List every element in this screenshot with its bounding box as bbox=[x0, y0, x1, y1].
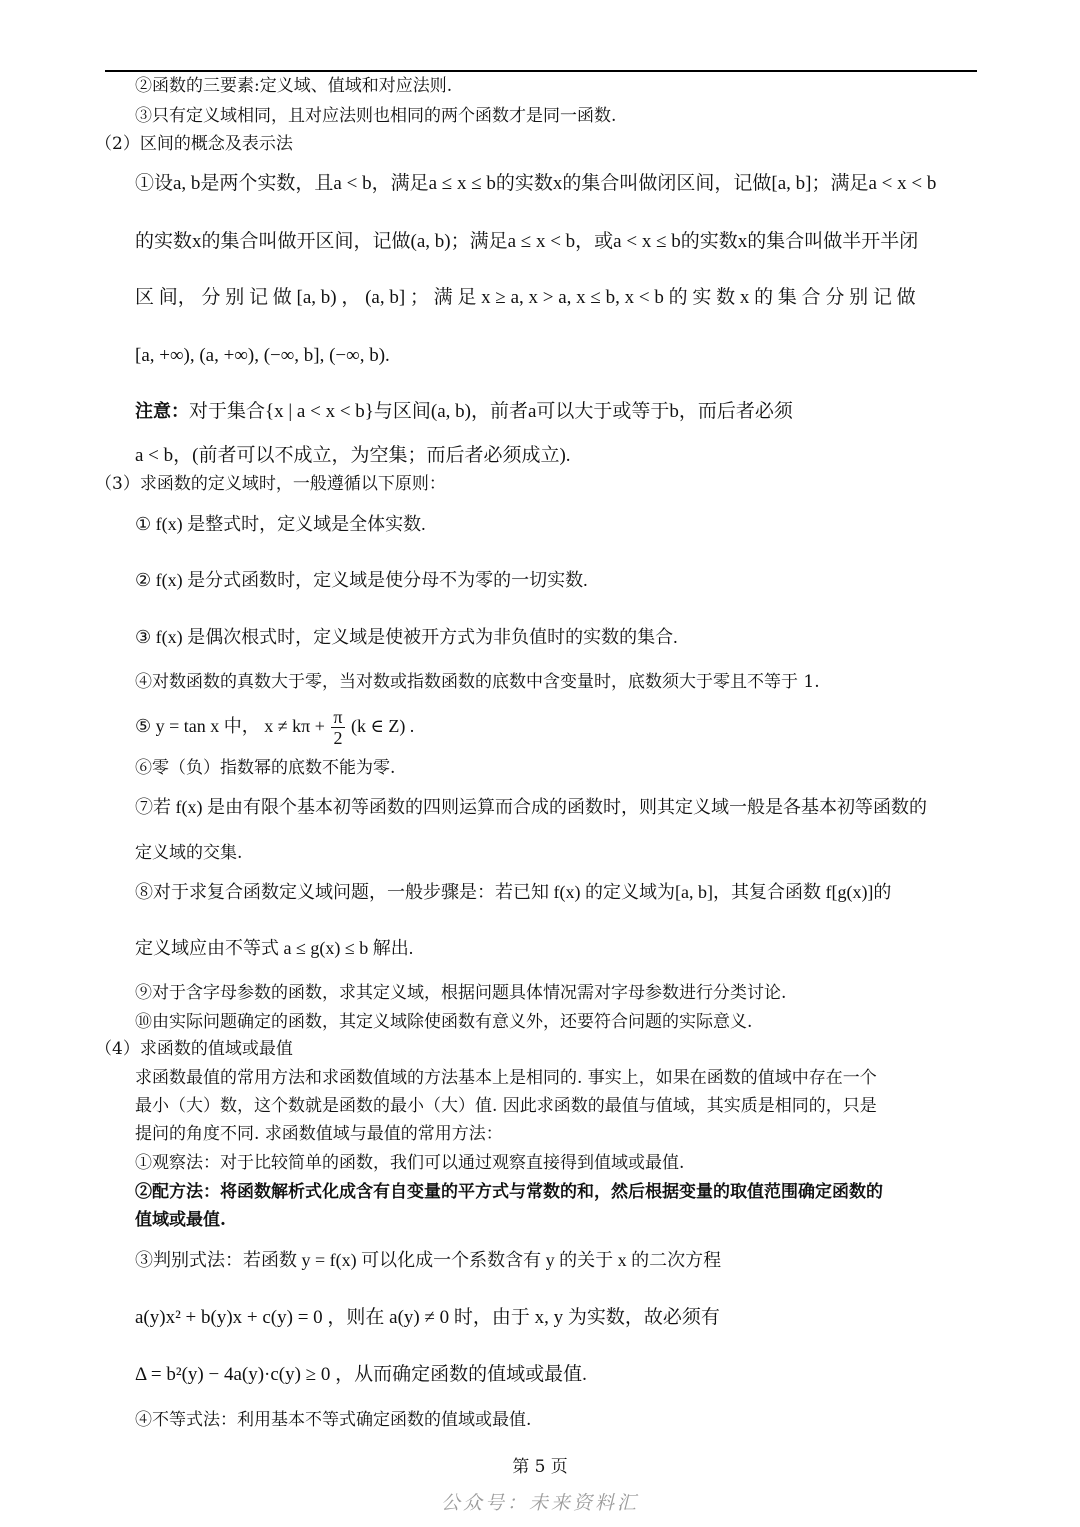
list-item: ⑩由实际问题确定的函数，其定义域除使函数有意义外，还要符合问题的实际意义. bbox=[135, 1012, 753, 1032]
list-item: ⑨对于含字母参数的函数，求其定义域，根据问题具体情况需对字母参数进行分类讨论. bbox=[135, 983, 787, 1003]
text-line: 求函数最值的常用方法和求函数值域的方法基本上是相同的. 事实上，如果在函数的值域中存在一个 bbox=[135, 1068, 877, 1088]
note-text: 对于集合{x | a < x < b}与区间(a, b)，前者a可以大于或等于b，而后者必须 bbox=[189, 401, 793, 422]
formula-line: [a, +∞), (a, +∞), (−∞, b], (−∞, b). bbox=[135, 345, 390, 366]
header-rule bbox=[105, 70, 977, 72]
section-heading: （2）区间的概念及表示法 bbox=[95, 134, 293, 154]
watermark: 公众号：未来资料汇 bbox=[440, 1492, 639, 1514]
formula-text: (k ∈ Z) . bbox=[351, 716, 415, 736]
list-item: ③判别式法：若函数 y = f(x) 可以化成一个系数含有 y 的关于 x 的二次方程 bbox=[135, 1250, 722, 1270]
fraction-numerator: π bbox=[333, 707, 343, 728]
text-line: 的实数x的集合叫做开区间，记做(a, b)；满足a ≤ x < b，或a < x ≤ b的实数x的集合叫做半开半闭 bbox=[135, 231, 919, 252]
text-line: ②函数的三要素:定义域、值域和对应法则. bbox=[135, 76, 453, 96]
note-line bbox=[135, 400, 1080, 424]
list-item bbox=[135, 706, 1080, 748]
list-item: ④不等式法：利用基本不等式确定函数的值域或最值. bbox=[135, 1410, 532, 1430]
text-line: 提问的角度不同. 求函数值域与最值的常用方法： bbox=[135, 1124, 503, 1144]
list-item: ⑧对于求复合函数定义域问题，一般步骤是：若已知 f(x) 的定义域为[a, b]，其复合函数 f[g(x)]的 bbox=[135, 882, 892, 902]
text-line: a < b，(前者可以不成立，为空集；而后者必须成立). bbox=[135, 445, 571, 466]
list-item: ① f(x) 是整式时，定义域是全体实数. bbox=[135, 514, 426, 534]
section-heading: （3）求函数的定义域时，一般遵循以下原则： bbox=[95, 474, 446, 494]
text-line: 最小（大）数，这个数就是函数的最小（大）值. 因此求函数的最值与值域，其实质是相同的，只是 bbox=[135, 1096, 877, 1116]
fraction-denominator: 2 bbox=[333, 728, 343, 749]
text-line: ③只有定义域相同，且对应法则也相同的两个函数才是同一函数. bbox=[135, 106, 617, 126]
text-line: 区 间， 分 别 记 做 [a, b) ， (a, b] ； 满 足 x ≥ a, x > a, x ≤ b, x < b 的 实 数 x 的 集 合 分 别 记 做 bbox=[135, 287, 916, 308]
text-line: 值域或最值. bbox=[135, 1210, 226, 1230]
text-line: 定义域的交集. bbox=[135, 843, 243, 863]
note-label: 注意： bbox=[135, 401, 189, 422]
list-item: ⑥零（负）指数幂的底数不能为零. bbox=[135, 758, 396, 778]
text-line: 定义域应由不等式 a ≤ g(x) ≤ b 解出. bbox=[135, 938, 414, 958]
formula-text: ⑤ y = tan x 中， x ≠ kπ + bbox=[135, 716, 325, 736]
list-item: ② f(x) 是分式函数时，定义域是使分母不为零的一切实数. bbox=[135, 570, 588, 590]
formula-line: a(y)x² + b(y)x + c(y) = 0 ，则在 a(y) ≠ 0 时，由于 x, y 为实数，故必须有 bbox=[135, 1307, 720, 1328]
list-item: ⑦若 f(x) 是由有限个基本初等函数的四则运算而合成的函数时，则其定义域一般是各基本初等函数的 bbox=[135, 797, 927, 817]
list-item: ②配方法：将函数解析式化成含有自变量的平方式与常数的和，然后根据变量的取值范围确定函数的 bbox=[135, 1182, 883, 1202]
list-item: ④对数函数的真数大于零，当对数或指数函数的底数中含变量时，底数须大于零且不等于 1. bbox=[135, 672, 820, 692]
list-item: ③ f(x) 是偶次根式时，定义域是使被开方式为非负值时的实数的集合. bbox=[135, 627, 678, 647]
text-line: ①设a, b是两个实数，且a < b，满足a ≤ x ≤ b的实数x的集合叫做闭区间，记做[a, b]；满足a < x < b bbox=[135, 173, 937, 194]
section-heading: （4）求函数的值域或最值 bbox=[95, 1039, 293, 1059]
list-item: ①观察法：对于比较简单的函数，我们可以通过观察直接得到值域或最值. bbox=[135, 1153, 685, 1173]
fraction bbox=[331, 707, 344, 748]
formula-line: Δ = b²(y) − 4a(y)·c(y) ≥ 0 ，从而确定函数的值域或最值. bbox=[135, 1364, 587, 1385]
page-number: 第 5 页 bbox=[512, 1457, 568, 1477]
